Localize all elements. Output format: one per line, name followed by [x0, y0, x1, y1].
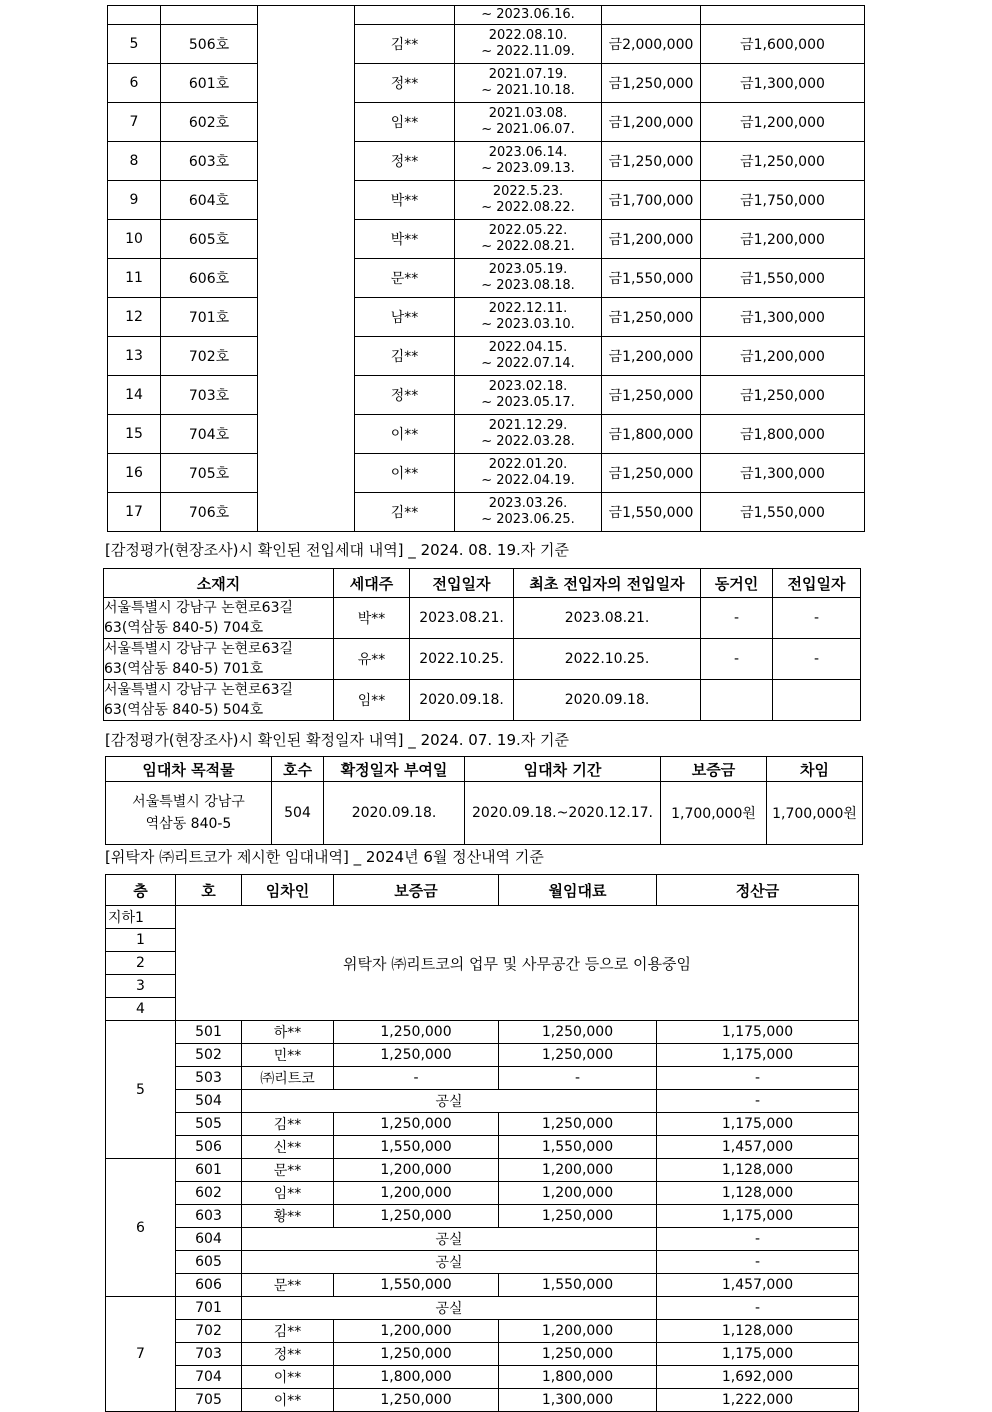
tenant: 문** — [242, 1159, 334, 1182]
table-row — [106, 1159, 859, 1182]
monthly-rent: 1,200,000 — [499, 1182, 657, 1205]
first-move-in-date: 2023.08.21. — [514, 598, 701, 639]
tenant: 민** — [242, 1044, 334, 1067]
monthly-rent: 1,250,000 — [499, 1343, 657, 1366]
lease-period: 2022.12.11. ~ 2023.03.10. — [455, 298, 602, 337]
settlement: 1,457,000 — [657, 1136, 859, 1159]
table-row — [106, 1090, 859, 1113]
lease-period: 2022.01.20. ~ 2022.04.19. — [455, 454, 602, 493]
move-in-date: 2022.10.25. — [410, 639, 514, 680]
lease-history-table — [107, 5, 865, 532]
col-cohabitant-date: 전입일자 — [773, 569, 861, 598]
unit-number: 603호 — [161, 142, 258, 181]
settlement: 1,175,000 — [657, 1021, 859, 1044]
monthly-rent: 1,550,000 — [499, 1136, 657, 1159]
tenant: 이** — [242, 1366, 334, 1389]
monthly-rent: 1,250,000 — [499, 1044, 657, 1067]
deposit: 금1,200,000 — [602, 220, 701, 259]
cohabitant: - — [701, 639, 773, 680]
col-cohabitant: 동거인 — [701, 569, 773, 598]
unit-number: 705호 — [161, 454, 258, 493]
col-household-head: 세대주 — [334, 569, 410, 598]
unit-number: 503 — [176, 1067, 242, 1090]
row-number: 8 — [108, 142, 161, 181]
settlement: - — [657, 1067, 859, 1090]
lease-period: 2023.02.18. ~ 2023.05.17. — [455, 376, 602, 415]
rent-amount: 금1,200,000 — [701, 220, 865, 259]
rent-amount: 금1,550,000 — [701, 493, 865, 532]
lease-period: 2022.08.10. ~ 2022.11.09. — [455, 25, 602, 64]
unit-number: 705 — [176, 1389, 242, 1412]
unit-number: 703호 — [161, 376, 258, 415]
table-row — [106, 1205, 859, 1228]
table-row — [108, 103, 865, 142]
unit-number: 702호 — [161, 337, 258, 376]
table-row — [106, 1228, 859, 1251]
settlement: 1,222,000 — [657, 1389, 859, 1412]
vacant-label: 공실 — [242, 1228, 657, 1251]
unit-number: 505 — [176, 1113, 242, 1136]
lease-period: 2021.12.29. ~ 2022.03.28. — [455, 415, 602, 454]
row-number: 6 — [108, 64, 161, 103]
tenant: 김** — [242, 1113, 334, 1136]
tenant: 정** — [355, 64, 455, 103]
table-row — [108, 25, 865, 64]
settlement: 1,692,000 — [657, 1366, 859, 1389]
rent: 1,700,000원 — [767, 782, 863, 845]
row-number: 11 — [108, 259, 161, 298]
unit-number: 504 — [176, 1090, 242, 1113]
monthly-rent: 1,200,000 — [499, 1159, 657, 1182]
col-unit: 호 — [176, 875, 242, 906]
lease-period: 2020.09.18.~2020.12.17. — [465, 782, 661, 845]
rent-amount: 금1,250,000 — [701, 376, 865, 415]
row-number: 15 — [108, 415, 161, 454]
table-row — [106, 1320, 859, 1343]
unit-number: 701 — [176, 1297, 242, 1320]
cohabitant — [701, 680, 773, 721]
deposit: 1,550,000 — [334, 1136, 499, 1159]
lease-period: 2023.06.14. ~ 2023.09.13. — [455, 142, 602, 181]
unit-number: 601 — [176, 1159, 242, 1182]
table-row — [108, 376, 865, 415]
rental-list-table — [105, 874, 859, 1412]
rent-amount: 금1,600,000 — [701, 25, 865, 64]
deposit: 금2,000,000 — [602, 25, 701, 64]
monthly-rent: 1,250,000 — [499, 1205, 657, 1228]
rent-amount: 금1,200,000 — [701, 337, 865, 376]
col-deposit: 보증금 — [334, 875, 499, 906]
deposit: 1,200,000 — [334, 1159, 499, 1182]
unit-number: 602 — [176, 1182, 242, 1205]
col-monthly-rent: 월임대료 — [499, 875, 657, 906]
deposit: 금1,250,000 — [602, 454, 701, 493]
table-row — [106, 782, 863, 845]
deposit: 금1,200,000 — [602, 337, 701, 376]
tenant: 남** — [355, 298, 455, 337]
cohabitant: - — [701, 598, 773, 639]
monthly-rent: 1,300,000 — [499, 1389, 657, 1412]
vacant-label: 공실 — [242, 1297, 657, 1320]
household-head: 임** — [334, 680, 410, 721]
table-row — [106, 1366, 859, 1389]
settlement: 1,175,000 — [657, 1343, 859, 1366]
fixed-date-table — [105, 756, 863, 845]
unit-number: 602호 — [161, 103, 258, 142]
rent-amount: 금1,300,000 — [701, 298, 865, 337]
tenant: 이** — [355, 415, 455, 454]
rent-amount: 금1,550,000 — [701, 259, 865, 298]
lease-object: 서울특별시 강남구 역삼동 840-5 — [106, 782, 272, 845]
row-number: 5 — [108, 25, 161, 64]
rent-amount: 금1,300,000 — [701, 454, 865, 493]
deposit: - — [334, 1067, 499, 1090]
unit-number: 506 — [176, 1136, 242, 1159]
unit-number: 501 — [176, 1021, 242, 1044]
table-row — [106, 1389, 859, 1412]
household-head: 박** — [334, 598, 410, 639]
tenant: 임** — [355, 103, 455, 142]
floor-label: 5 — [106, 1021, 176, 1159]
table-row — [104, 680, 861, 721]
household-head: 유** — [334, 639, 410, 680]
tenant: 임** — [242, 1182, 334, 1205]
tenant: 이** — [355, 454, 455, 493]
unit-number: 603 — [176, 1205, 242, 1228]
row-number: 13 — [108, 337, 161, 376]
unit-number: 506호 — [161, 25, 258, 64]
unit-number: 701호 — [161, 298, 258, 337]
col-unit: 호수 — [272, 757, 324, 782]
deposit: 금1,250,000 — [602, 142, 701, 181]
lease-period: 2021.07.19. ~ 2021.10.18. — [455, 64, 602, 103]
row-number: 17 — [108, 493, 161, 532]
row-number: 7 — [108, 103, 161, 142]
row-number: 10 — [108, 220, 161, 259]
deposit: 1,250,000 — [334, 1044, 499, 1067]
col-deposit: 보증금 — [661, 757, 767, 782]
col-address: 소재지 — [104, 569, 334, 598]
tenant: 문** — [242, 1274, 334, 1297]
table-row — [108, 259, 865, 298]
tenant: 김** — [355, 25, 455, 64]
col-settlement: 정산금 — [657, 875, 859, 906]
deposit: 1,800,000 — [334, 1366, 499, 1389]
table-row — [106, 1113, 859, 1136]
unit-number: 606 — [176, 1274, 242, 1297]
tenant: 정** — [355, 142, 455, 181]
row-number: 12 — [108, 298, 161, 337]
deposit: 1,250,000 — [334, 1113, 499, 1136]
deposit: 금1,550,000 — [602, 259, 701, 298]
unit-number: 605 — [176, 1251, 242, 1274]
floor-label: 1 — [106, 929, 176, 952]
deposit: 1,550,000 — [334, 1274, 499, 1297]
lease-period: 2021.03.08. ~ 2021.06.07. — [455, 103, 602, 142]
table-header-row — [106, 757, 863, 782]
vacant-label: 공실 — [242, 1090, 657, 1113]
monthly-rent: 1,550,000 — [499, 1274, 657, 1297]
tenant: 김** — [355, 493, 455, 532]
deposit: 금1,550,000 — [602, 493, 701, 532]
monthly-rent: - — [499, 1067, 657, 1090]
monthly-rent: 1,200,000 — [499, 1320, 657, 1343]
col-rent: 차임 — [767, 757, 863, 782]
cohabitant-date: - — [773, 598, 861, 639]
settlement: - — [657, 1228, 859, 1251]
deposit: 1,250,000 — [334, 1205, 499, 1228]
tenant: 이** — [242, 1389, 334, 1412]
deposit: 1,200,000 — [334, 1320, 499, 1343]
table-row — [108, 142, 865, 181]
lease-period: 2023.05.19. ~ 2023.08.18. — [455, 259, 602, 298]
row-number: 16 — [108, 454, 161, 493]
lease-period: 2022.05.22. ~ 2022.08.21. — [455, 220, 602, 259]
table-row — [108, 6, 865, 25]
table-row — [108, 454, 865, 493]
settlement: 1,175,000 — [657, 1205, 859, 1228]
deposit: 금1,200,000 — [602, 103, 701, 142]
table-row — [108, 64, 865, 103]
table-row — [106, 1251, 859, 1274]
deposit: 금1,250,000 — [602, 64, 701, 103]
floor-label: 4 — [106, 998, 176, 1021]
tenant: 김** — [355, 337, 455, 376]
table-row — [106, 1136, 859, 1159]
monthly-rent: 1,800,000 — [499, 1366, 657, 1389]
col-tenant: 임차인 — [242, 875, 334, 906]
deposit: 1,200,000 — [334, 1182, 499, 1205]
fixed-date: 2020.09.18. — [324, 782, 465, 845]
monthly-rent: 1,250,000 — [499, 1021, 657, 1044]
rent-amount: 금1,300,000 — [701, 64, 865, 103]
unit-number: 703 — [176, 1343, 242, 1366]
lease-period: 2022.5.23. ~ 2022.08.22. — [455, 181, 602, 220]
settlement: 1,128,000 — [657, 1320, 859, 1343]
caption-move-in: [감정평가(현장조사)시 확인된 전입세대 내역] _ 2024. 08. 19.자 기준 — [105, 541, 569, 559]
rent-amount: 금1,250,000 — [701, 142, 865, 181]
settlement: 1,175,000 — [657, 1113, 859, 1136]
table-row — [108, 181, 865, 220]
tenant: 정** — [355, 376, 455, 415]
floor-label: 3 — [106, 975, 176, 998]
settlement: - — [657, 1251, 859, 1274]
lease-period: ~ 2023.06.16. — [455, 6, 602, 25]
table-row — [106, 1067, 859, 1090]
tenant: 문** — [355, 259, 455, 298]
table-row — [106, 1021, 859, 1044]
settlement: 1,457,000 — [657, 1274, 859, 1297]
deposit: 금1,250,000 — [602, 376, 701, 415]
floor-label: 6 — [106, 1159, 176, 1297]
table-row — [106, 1343, 859, 1366]
unit-number: 606호 — [161, 259, 258, 298]
rent-amount: 금1,200,000 — [701, 103, 865, 142]
table-row — [108, 337, 865, 376]
address: 서울특별시 강남구 논현로63길 63(역삼동 840-5) 504호 — [104, 680, 334, 721]
col-lease-period: 임대차 기간 — [465, 757, 661, 782]
col-first-move-in: 최초 전입자의 전입일자 — [514, 569, 701, 598]
tenant: 박** — [355, 181, 455, 220]
tenant: 신** — [242, 1136, 334, 1159]
settlement: 1,128,000 — [657, 1182, 859, 1205]
row-number: 14 — [108, 376, 161, 415]
unit-number: 706호 — [161, 493, 258, 532]
col-move-in-date: 전입일자 — [410, 569, 514, 598]
table-row — [108, 298, 865, 337]
move-in-table — [103, 568, 861, 721]
deposit: 1,250,000 — [334, 1021, 499, 1044]
deposit: 1,250,000 — [334, 1343, 499, 1366]
vacant-label: 공실 — [242, 1251, 657, 1274]
unit-number: 704 — [176, 1366, 242, 1389]
tenant: 정** — [242, 1343, 334, 1366]
first-move-in-date: 2020.09.18. — [514, 680, 701, 721]
address: 서울특별시 강남구 논현로63길 63(역삼동 840-5) 704호 — [104, 598, 334, 639]
upper-floors-note: 위탁자 ㈜리트코의 업무 및 사무공간 등으로 이용중임 — [176, 906, 859, 1021]
deposit: 1,250,000 — [334, 1389, 499, 1412]
floor-label: 지하1 — [106, 906, 176, 929]
table-header-row — [106, 875, 859, 906]
tenant: 박** — [355, 220, 455, 259]
table-row — [108, 220, 865, 259]
unit-number: 704호 — [161, 415, 258, 454]
rent-amount: 금1,800,000 — [701, 415, 865, 454]
floor-label: 2 — [106, 952, 176, 975]
unit-number: 605호 — [161, 220, 258, 259]
tenant: 하** — [242, 1021, 334, 1044]
tenant: 김** — [242, 1320, 334, 1343]
table-row — [106, 1274, 859, 1297]
lease-period: 2022.04.15. ~ 2022.07.14. — [455, 337, 602, 376]
table-row — [108, 493, 865, 532]
table-row — [104, 598, 861, 639]
caption-lease-list: [위탁자 ㈜리트코가 제시한 임대내역] _ 2024년 6월 정산내역 기준 — [105, 848, 544, 866]
rent-amount: 금1,750,000 — [701, 181, 865, 220]
settlement: 1,128,000 — [657, 1159, 859, 1182]
unit-number: 504 — [272, 782, 324, 845]
settlement: 1,175,000 — [657, 1044, 859, 1067]
unit-number: 601호 — [161, 64, 258, 103]
cohabitant-date — [773, 680, 861, 721]
col-fixed-date: 확정일자 부여일 — [324, 757, 465, 782]
lease-period: 2023.03.26. ~ 2023.06.25. — [455, 493, 602, 532]
caption-fixed-date: [감정평가(현장조사)시 확인된 확정일자 내역] _ 2024. 07. 19.자 기준 — [105, 731, 569, 749]
floor-label: 7 — [106, 1297, 176, 1412]
move-in-date: 2020.09.18. — [410, 680, 514, 721]
unit-number: 702 — [176, 1320, 242, 1343]
table-row — [104, 639, 861, 680]
deposit: 금1,250,000 — [602, 298, 701, 337]
address: 서울특별시 강남구 논현로63길 63(역삼동 840-5) 701호 — [104, 639, 334, 680]
table-row — [106, 1044, 859, 1067]
deposit: 금1,800,000 — [602, 415, 701, 454]
tenant: ㈜리트코 — [242, 1067, 334, 1090]
col-lease-object: 임대차 목적물 — [106, 757, 272, 782]
unit-number: 502 — [176, 1044, 242, 1067]
row-number: 9 — [108, 181, 161, 220]
table-header-row — [104, 569, 861, 598]
move-in-date: 2023.08.21. — [410, 598, 514, 639]
tenant: 황** — [242, 1205, 334, 1228]
deposit: 금1,700,000 — [602, 181, 701, 220]
cohabitant-date: - — [773, 639, 861, 680]
col-floor: 층 — [106, 875, 176, 906]
unit-number: 604호 — [161, 181, 258, 220]
table-row — [108, 415, 865, 454]
monthly-rent: 1,250,000 — [499, 1113, 657, 1136]
unit-number: 604 — [176, 1228, 242, 1251]
deposit: 1,700,000원 — [661, 782, 767, 845]
table-row — [106, 906, 859, 929]
first-move-in-date: 2022.10.25. — [514, 639, 701, 680]
settlement: - — [657, 1090, 859, 1113]
table-row — [106, 1182, 859, 1205]
settlement: - — [657, 1297, 859, 1320]
table-row — [106, 1297, 859, 1320]
